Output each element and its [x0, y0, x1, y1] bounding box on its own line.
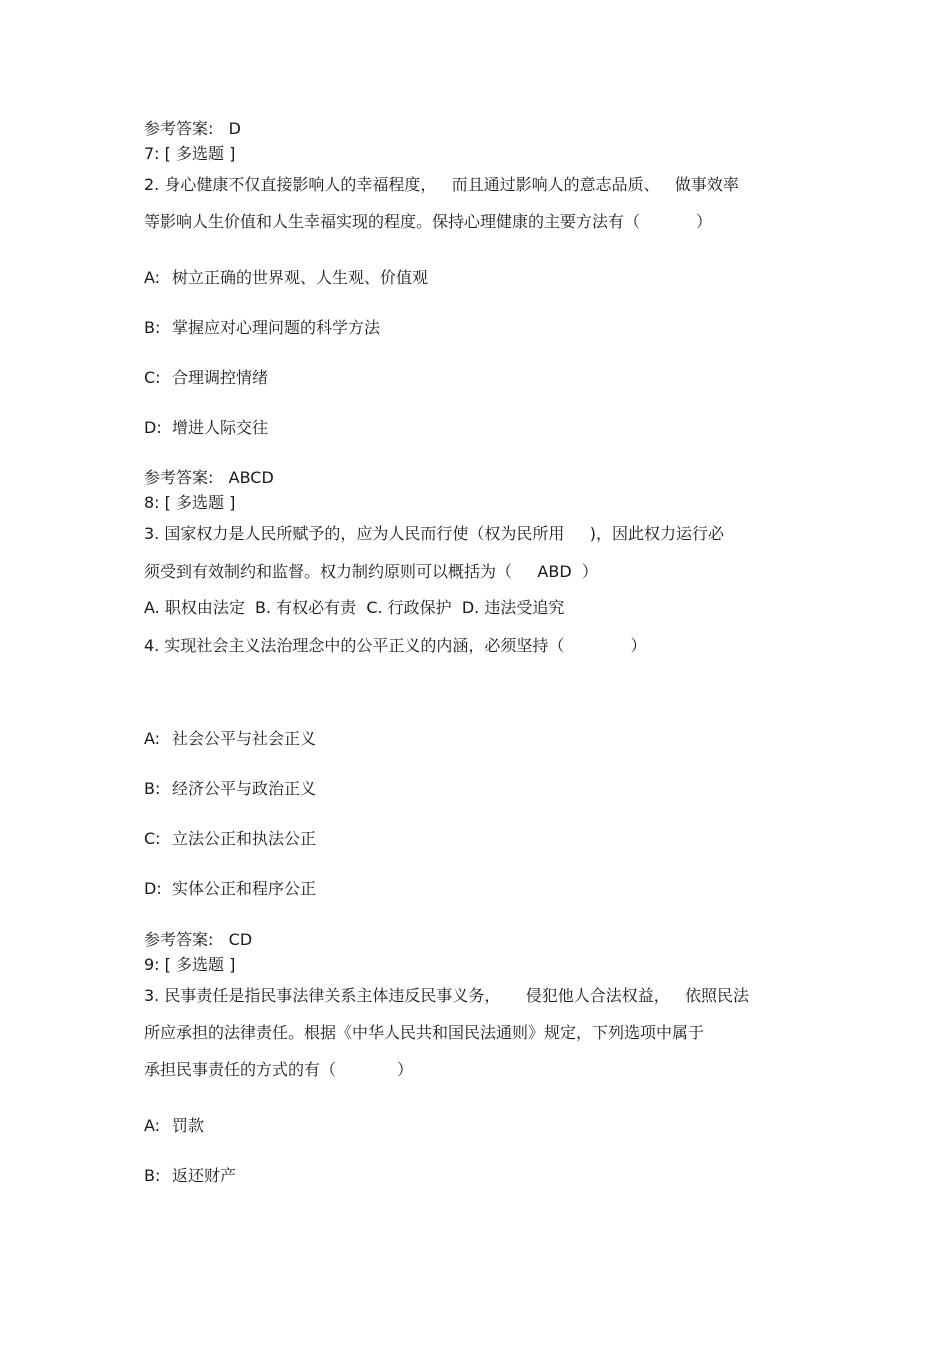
question-header-q8: 8: [ 多选题 ] [144, 493, 236, 512]
option-key: A: [144, 268, 161, 287]
question-text-q9-line3: 承担民事责任的方式的有（ ） [144, 1060, 414, 1079]
option-key: A: [144, 729, 161, 748]
option-key: C: [144, 368, 161, 387]
option-text: 实体公正和程序公正 [172, 879, 317, 898]
option-q9-b [144, 1166, 236, 1186]
question-text-q9-line1: 3. 民事责任是指民事法律关系主体违反民事义务， 侵犯他人合法权益， 依照民法 [144, 986, 750, 1005]
option-text: 树立正确的世界观、人生观、价值观 [172, 268, 429, 287]
question-text-q8-line2: 须受到有效制约和监督。权力制约原则可以概括为（ ABD ） [144, 562, 598, 581]
option-text: 社会公平与社会正义 [172, 729, 317, 748]
question-text-q7-line1: 2. 身心健康不仅直接影响人的幸福程度， 而且通过影响人的意志品质、 做事效率 [144, 175, 739, 194]
question-text-q8-line1: 3. 国家权力是人民所赋予的，应为人民而行使（权为民所用 )，因此权力运行必 [144, 524, 725, 543]
option-key: B: [144, 318, 161, 337]
option-key: D: [144, 879, 162, 898]
option-q8-d [144, 879, 316, 899]
option-q8-a [144, 729, 316, 749]
option-key: B: [144, 779, 161, 798]
question-text-q8-line4: 4. 实现社会主义法治理念中的公平正义的内涵，必须坚持（ ） [144, 636, 647, 655]
answer-q6: 参考答案: D [144, 119, 241, 138]
question-text-q7-line2: 等影响人生价值和人生幸福实现的程度。保持心理健康的主要方法有（ ） [144, 212, 712, 231]
option-text: 经济公平与政治正义 [172, 779, 317, 798]
option-key: B: [144, 1166, 161, 1185]
option-q9-a [144, 1116, 204, 1136]
option-key: D: [144, 418, 162, 437]
option-text: 罚款 [172, 1116, 205, 1135]
option-text: 返还财产 [172, 1166, 237, 1185]
option-text: 合理调控情绪 [172, 368, 269, 387]
option-q7-b [144, 318, 380, 338]
option-q7-d [144, 418, 268, 438]
option-q7-c [144, 368, 268, 388]
option-key: C: [144, 829, 161, 848]
question-header-q9: 9: [ 多选题 ] [144, 955, 236, 974]
option-text: 掌握应对心理问题的科学方法 [172, 318, 381, 337]
option-text: 立法公正和执法公正 [172, 829, 317, 848]
option-q8-c [144, 829, 316, 849]
question-text-q9-line2: 所应承担的法律责任。根据《中华人民共和国民法通则》规定，下列选项中属于 [144, 1023, 705, 1042]
question-header-q7: 7: [ 多选题 ] [144, 144, 236, 163]
answer-q7: 参考答案: ABCD [144, 468, 274, 487]
answer-q8: 参考答案: CD [144, 930, 253, 949]
option-text: 增进人际交往 [172, 418, 269, 437]
option-q8-b [144, 779, 316, 799]
option-q7-a [144, 268, 428, 288]
question-text-q8-line3: A. 职权由法定 B. 有权必有责 C. 行政保护 D. 违法受追究 [144, 598, 565, 617]
option-key: A: [144, 1116, 161, 1135]
